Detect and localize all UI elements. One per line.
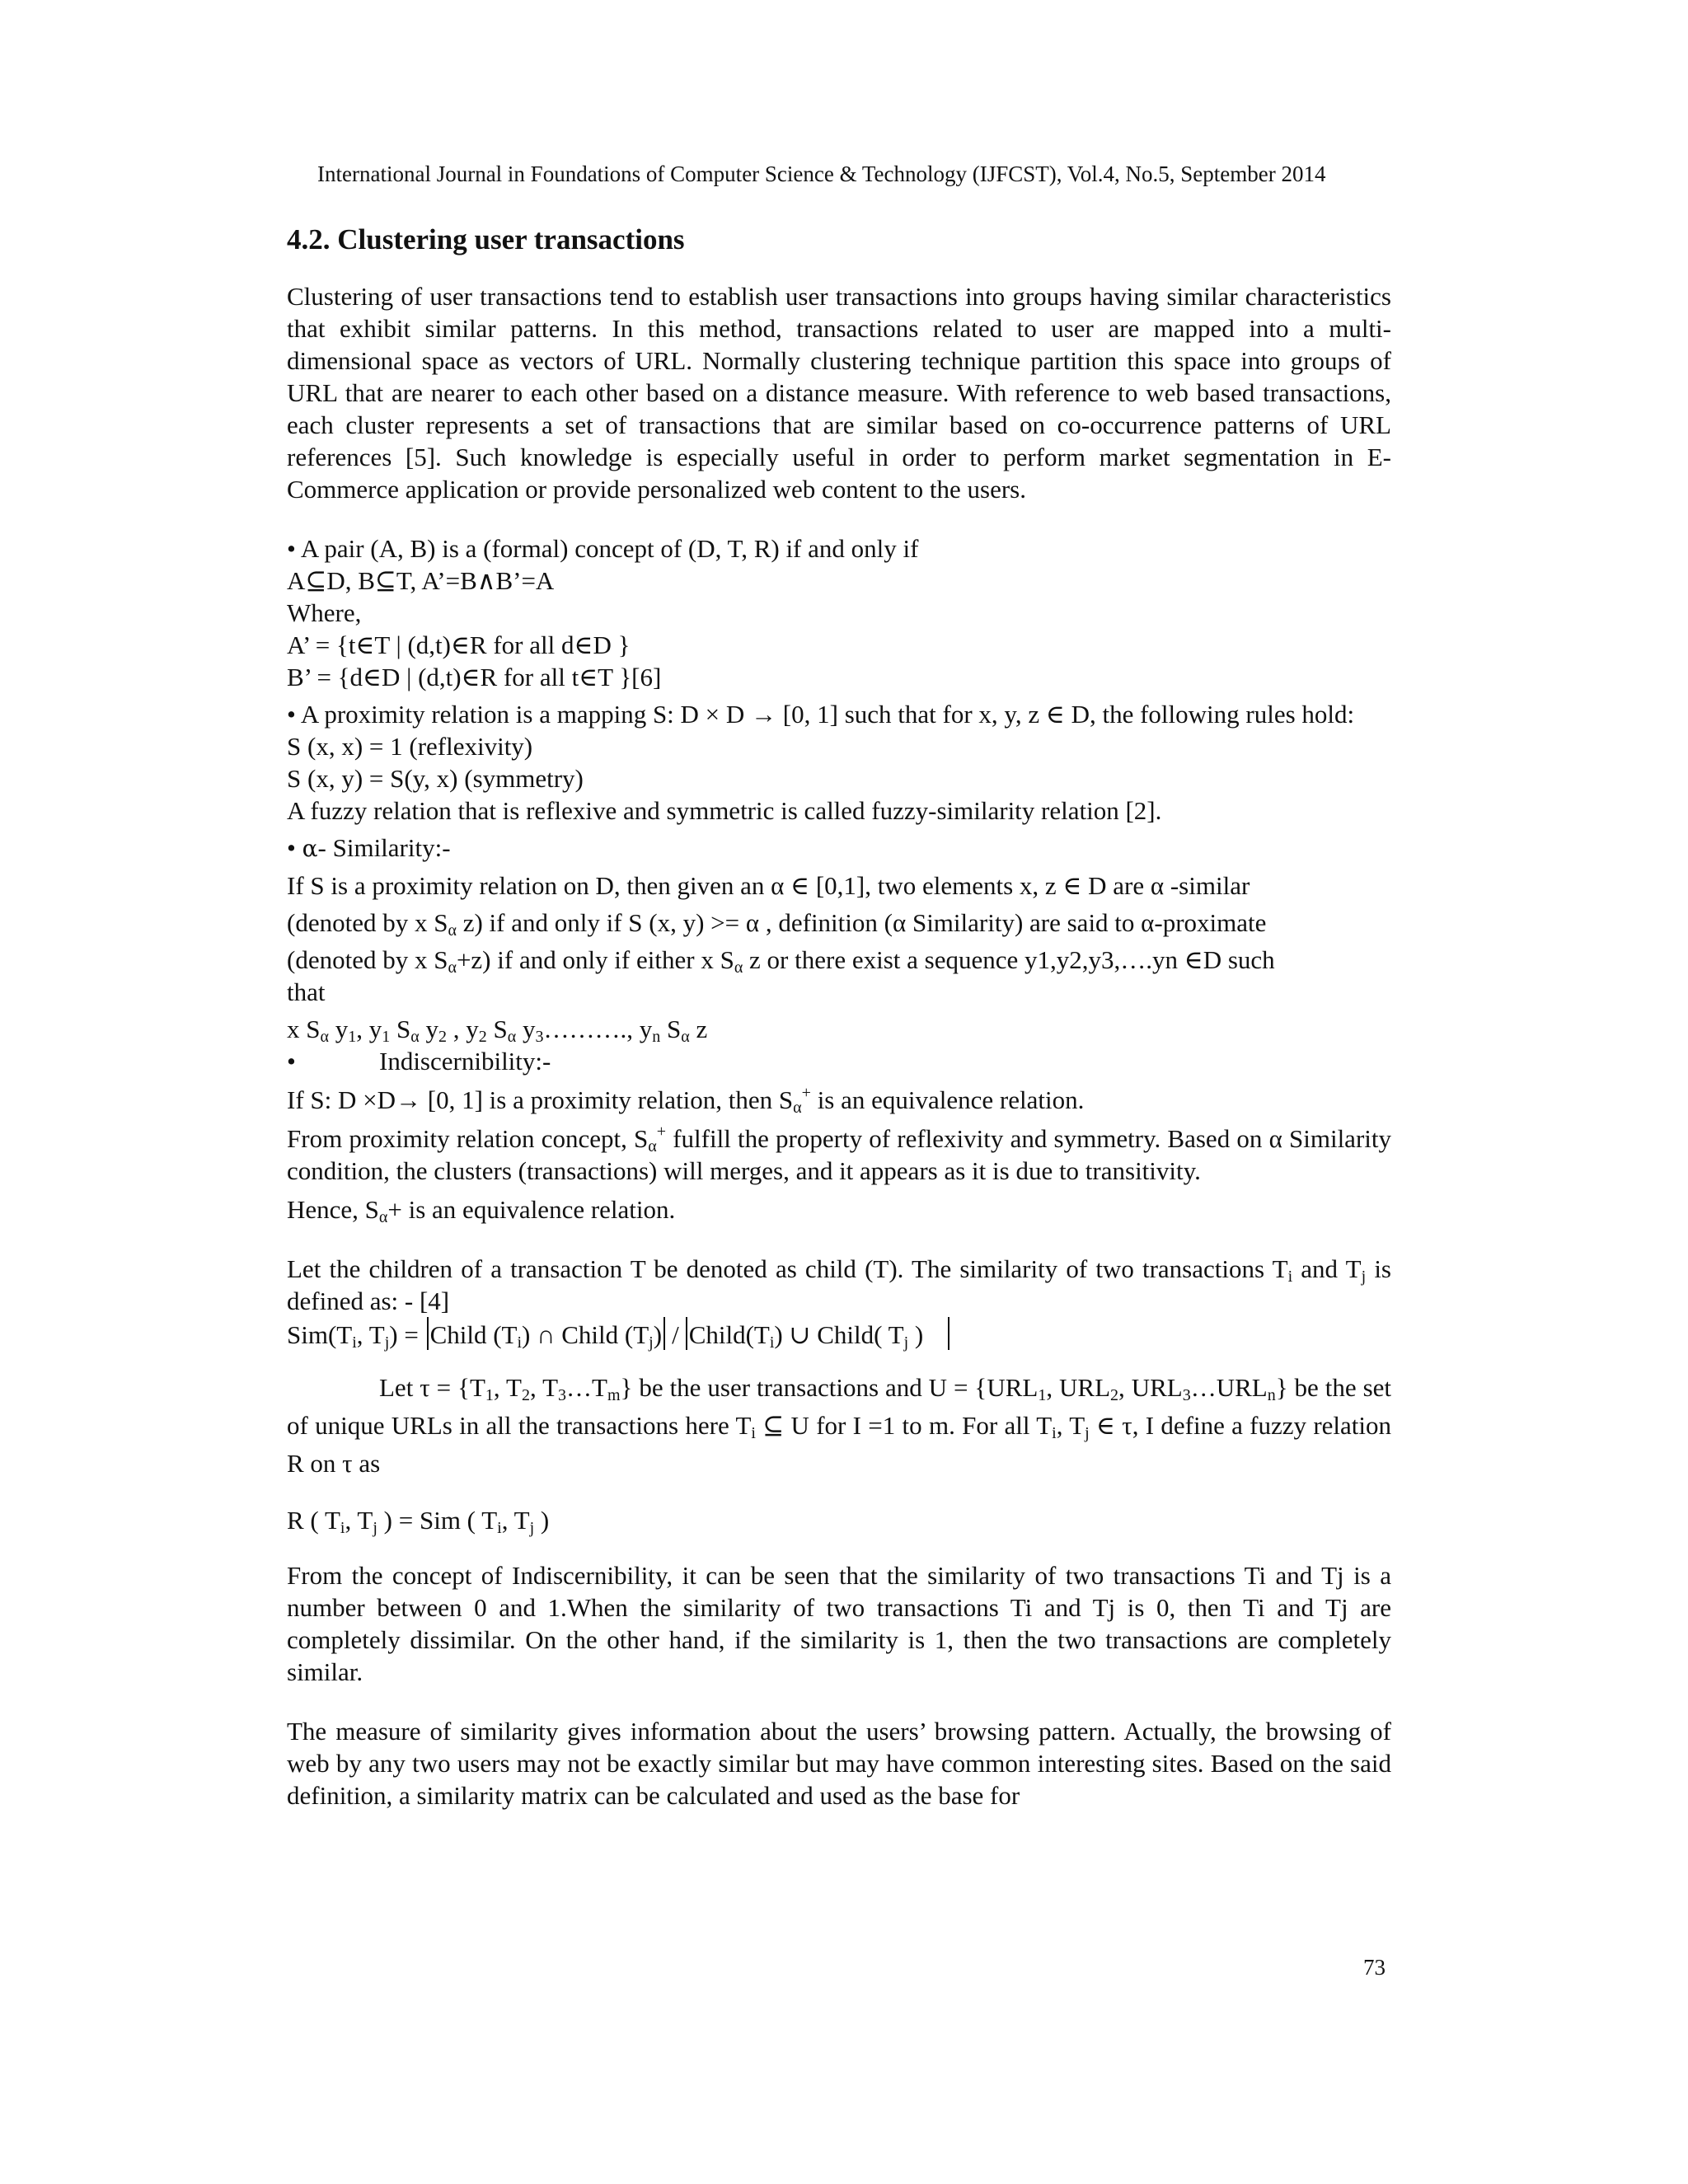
seq-part: , y [446, 1015, 479, 1043]
subscript-alpha: α [734, 958, 743, 977]
seq-part: S [486, 1015, 508, 1043]
tau-sub: 1 [1038, 1386, 1047, 1404]
seq-subscript: 3 [535, 1028, 544, 1046]
concept-where: Where, [287, 598, 362, 627]
subscript-j: j [903, 1333, 909, 1352]
alpha-similarity-heading [287, 832, 1391, 865]
tau-sub: 1 [485, 1386, 494, 1404]
tau-part: , URL [1046, 1373, 1111, 1402]
subscript-alpha: α [320, 1028, 329, 1046]
seq-part: x S [287, 1015, 321, 1043]
children-part: is defined as: - [4] [287, 1254, 1391, 1315]
alpha-line-2 [287, 907, 1391, 939]
section-title: 4.2. Clustering user transactions [287, 223, 685, 255]
intro-paragraph: Clustering of user transactions tend to establish user transactions into groups having similar characteristics that exhibit similar patterns. In this method, transactions related to user are mapped into a multi-dimensional space as vectors of URL. Normally clustering technique partition this space into groups of URL that are nearer to each other based on a distance measure. With reference to web based transactions, each cluster represents a set of transactions that are similar based on co-occurrence patterns of URL references [5]. Such knowledge is especially useful in order to perform market segmentation in E-Commerce application or provide personalized web content to the users. [287, 282, 1391, 504]
seq-part: y [328, 1015, 349, 1043]
tau-part: } be the set of unique URLs in all the transactions here T [287, 1373, 1392, 1440]
indisc-part: If S: D ×D→ [0, 1] is a proximity relation, then S [287, 1085, 794, 1114]
tau-part: ∈ τ, I define a fuzzy relation R on τ as [287, 1411, 1391, 1478]
relation-part: , T [345, 1506, 373, 1535]
sim-part: Sim(T [287, 1320, 353, 1349]
tau-part: …T [566, 1373, 607, 1402]
subscript-alpha: α [410, 1028, 420, 1046]
indiscernibility-block [287, 1045, 1391, 1226]
alpha-symbol: α [302, 835, 318, 862]
children-block [287, 1253, 1391, 1351]
seq-subscript: n [652, 1028, 661, 1046]
concept-b-prime: B’ = {d∈D | (d,t)∈R for all t∈T }[6] [287, 663, 662, 691]
indisc-part: From proximity relation concept, S [287, 1124, 649, 1153]
relation-part: , T [501, 1506, 530, 1535]
children-part: and T [1292, 1254, 1362, 1283]
subscript-alpha: α [681, 1028, 690, 1046]
tau-sub: i [1052, 1424, 1057, 1442]
proximity-block [287, 698, 1391, 827]
division-slash: / [672, 1320, 679, 1349]
bullet: • [287, 1047, 296, 1076]
subscript-alpha: α [793, 1099, 802, 1117]
subscript-i: i [769, 1333, 775, 1352]
relation-sub: j [373, 1519, 377, 1537]
relation-sub: i [340, 1519, 345, 1537]
alpha-heading-text: - Similarity:- [317, 833, 451, 862]
subscript-i: i [352, 1333, 357, 1352]
relation-part: R ( T [287, 1506, 340, 1535]
indiscernibility-line-2 [287, 1122, 1391, 1187]
seq-part: y [516, 1015, 536, 1043]
tau-sub: m [607, 1386, 621, 1404]
sim-part: ) ∪ Child( T [774, 1320, 904, 1349]
indiscernibility-line-1 [287, 1084, 1391, 1116]
tau-part: , T [493, 1373, 522, 1402]
subscript-alpha: α [448, 958, 457, 977]
abs-bar [663, 1317, 665, 1350]
sim-part: Child (T [429, 1320, 518, 1349]
seq-part: y [419, 1015, 438, 1043]
tau-sub: 2 [1110, 1386, 1119, 1404]
seq-part: S [660, 1015, 682, 1043]
page-number: 73 [1363, 1955, 1386, 1980]
indisc-part: fulfill the property of reflexivity and symmetry. Based on α Similarity condition, the clusters (transactions) will merges, and it appears as it is due to transitivity. [287, 1124, 1391, 1185]
abs-bar [948, 1317, 950, 1350]
measure-paragraph: The measure of similarity gives information about the users’ browsing pattern. Actually, the browsing of web by any two users may not be exactly similar but may have common interesting sites. Based on the said definition, a similarity matrix can be calculated and used as the base for [287, 1717, 1391, 1810]
tau-sub: 3 [558, 1386, 567, 1404]
abs-bar [427, 1317, 429, 1350]
sim-part: ) [653, 1320, 663, 1349]
indiscernibility-paragraph: From the concept of Indiscernibility, it can be seen that the similarity of two transactions Ti and Tj is a number between 0 and 1.When the similarity of two transactions Ti and Tj is 0, then Ti and Tj are completely dissimilar. On the other hand, if the similarity is 1, then the two transactions are completely similar. [287, 1561, 1391, 1686]
tau-sub: n [1267, 1386, 1276, 1404]
subscript-alpha: α [448, 921, 457, 940]
alpha-line-3-b: +z) if and only if either x S [456, 945, 734, 974]
alpha-sequence [287, 1013, 1391, 1045]
subscript-j: j [649, 1333, 654, 1352]
alpha-line-1: If S is a proximity relation on D, then given an α ∈ [0,1], two elements x, z ∈ D are α -similar [287, 871, 1250, 900]
tau-part: …URL [1190, 1373, 1268, 1402]
indiscernibility-heading-text: Indiscernibility:- [379, 1047, 551, 1076]
relation-part: ) = Sim ( T [377, 1506, 498, 1535]
tau-sub: i [751, 1424, 756, 1442]
alpha-line-2-b: z) if and only if S (x, y) >= α , definition (α Similarity) are said to α-proximate [456, 908, 1267, 937]
tau-part: , T [529, 1373, 559, 1402]
tau-sub: j [1085, 1424, 1090, 1442]
indisc-part: + is an equivalence relation. [387, 1195, 676, 1224]
concept-a-prime: A’ = {t∈T | (d,t)∈R for all d∈D } [287, 630, 631, 659]
sim-part: , T [356, 1320, 385, 1349]
superscript-plus: + [801, 1084, 811, 1102]
tau-part: , URL [1118, 1373, 1183, 1402]
tau-part: } be the user transactions and U = {URL [620, 1373, 1039, 1402]
indisc-part: Hence, S [287, 1195, 379, 1224]
subscript-i: i [517, 1333, 523, 1352]
proximity-symmetry: S (x, y) = S(y, x) (symmetry) [287, 764, 584, 793]
seq-part: S [390, 1015, 411, 1043]
alpha-line-4: that [287, 977, 326, 1006]
subscript-j: j [1361, 1268, 1367, 1286]
alpha-similarity-block [287, 832, 1391, 1045]
alpha-line-3 [287, 944, 1391, 976]
relation-sub: j [529, 1519, 535, 1537]
relation-formula [287, 1504, 1391, 1536]
children-line [287, 1253, 1391, 1317]
sim-part: ) = [389, 1320, 425, 1349]
seq-subscript: 2 [478, 1028, 487, 1046]
tau-part: Let τ = {T [379, 1373, 485, 1402]
relation-part: ) [534, 1506, 550, 1535]
seq-subscript: 1 [382, 1028, 391, 1046]
indisc-part: is an equivalence relation. [810, 1085, 1085, 1114]
alpha-line-2-a: (denoted by x S [287, 908, 448, 937]
subscript-alpha: α [378, 1208, 388, 1226]
sim-part: ) [908, 1320, 924, 1349]
subscript-j: j [384, 1333, 390, 1352]
tau-part: ⊆ U for I =1 to m. For all T [755, 1411, 1053, 1440]
subscript-i: i [1287, 1268, 1293, 1286]
page-body [287, 221, 1391, 1811]
tau-paragraph [287, 1369, 1391, 1483]
journal-header: International Journal in Foundations of Computer Science & Technology (IJFCST), Vol.4, No.5, September 2014 [317, 162, 1326, 186]
sim-part: ) ∩ Child (T [522, 1320, 649, 1349]
seq-subscript: 2 [438, 1028, 447, 1046]
indiscernibility-heading [287, 1045, 1391, 1077]
subscript-alpha: α [648, 1137, 657, 1155]
similarity-formula [287, 1317, 1391, 1351]
relation-sub: i [497, 1519, 502, 1537]
bullet: • [287, 833, 296, 862]
abs-bar [686, 1317, 687, 1350]
subscript-alpha: α [507, 1028, 517, 1046]
sim-part: Child(T [688, 1320, 770, 1349]
alpha-line-3-c: z or there exist a sequence y1,y2,y3,….yn ∈D such [743, 945, 1275, 974]
seq-part: z [689, 1015, 708, 1043]
tau-sub: 3 [1182, 1386, 1191, 1404]
concept-block [287, 532, 1391, 693]
tau-sub: 2 [521, 1386, 530, 1404]
alpha-line-3-a: (denoted by x S [287, 945, 448, 974]
proximity-fuzzy: A fuzzy relation that is reflexive and symmetric is called fuzzy-similarity relation [2]. [287, 796, 1162, 825]
children-part: Let the children of a transaction T be denoted as child (T). The similarity of two transactions T [287, 1254, 1288, 1283]
proximity-reflexivity: S (x, x) = 1 (reflexivity) [287, 732, 533, 761]
proximity-lead: • A proximity relation is a mapping S: D × D → [0, 1] such that for x, y, z ∈ D, the following rules hold: [287, 700, 1355, 729]
seq-part: ………., y [543, 1015, 653, 1043]
tau-part: , T [1056, 1411, 1085, 1440]
seq-subscript: 1 [348, 1028, 357, 1046]
concept-lead: • A pair (A, B) is a (formal) concept of (D, T, R) if and only if [287, 534, 919, 563]
seq-part: , y [356, 1015, 382, 1043]
superscript-plus: + [656, 1122, 667, 1141]
concept-condition: A⊆D, B⊆T, A’=B∧B’=A [287, 566, 555, 595]
indiscernibility-line-3 [287, 1193, 1391, 1226]
